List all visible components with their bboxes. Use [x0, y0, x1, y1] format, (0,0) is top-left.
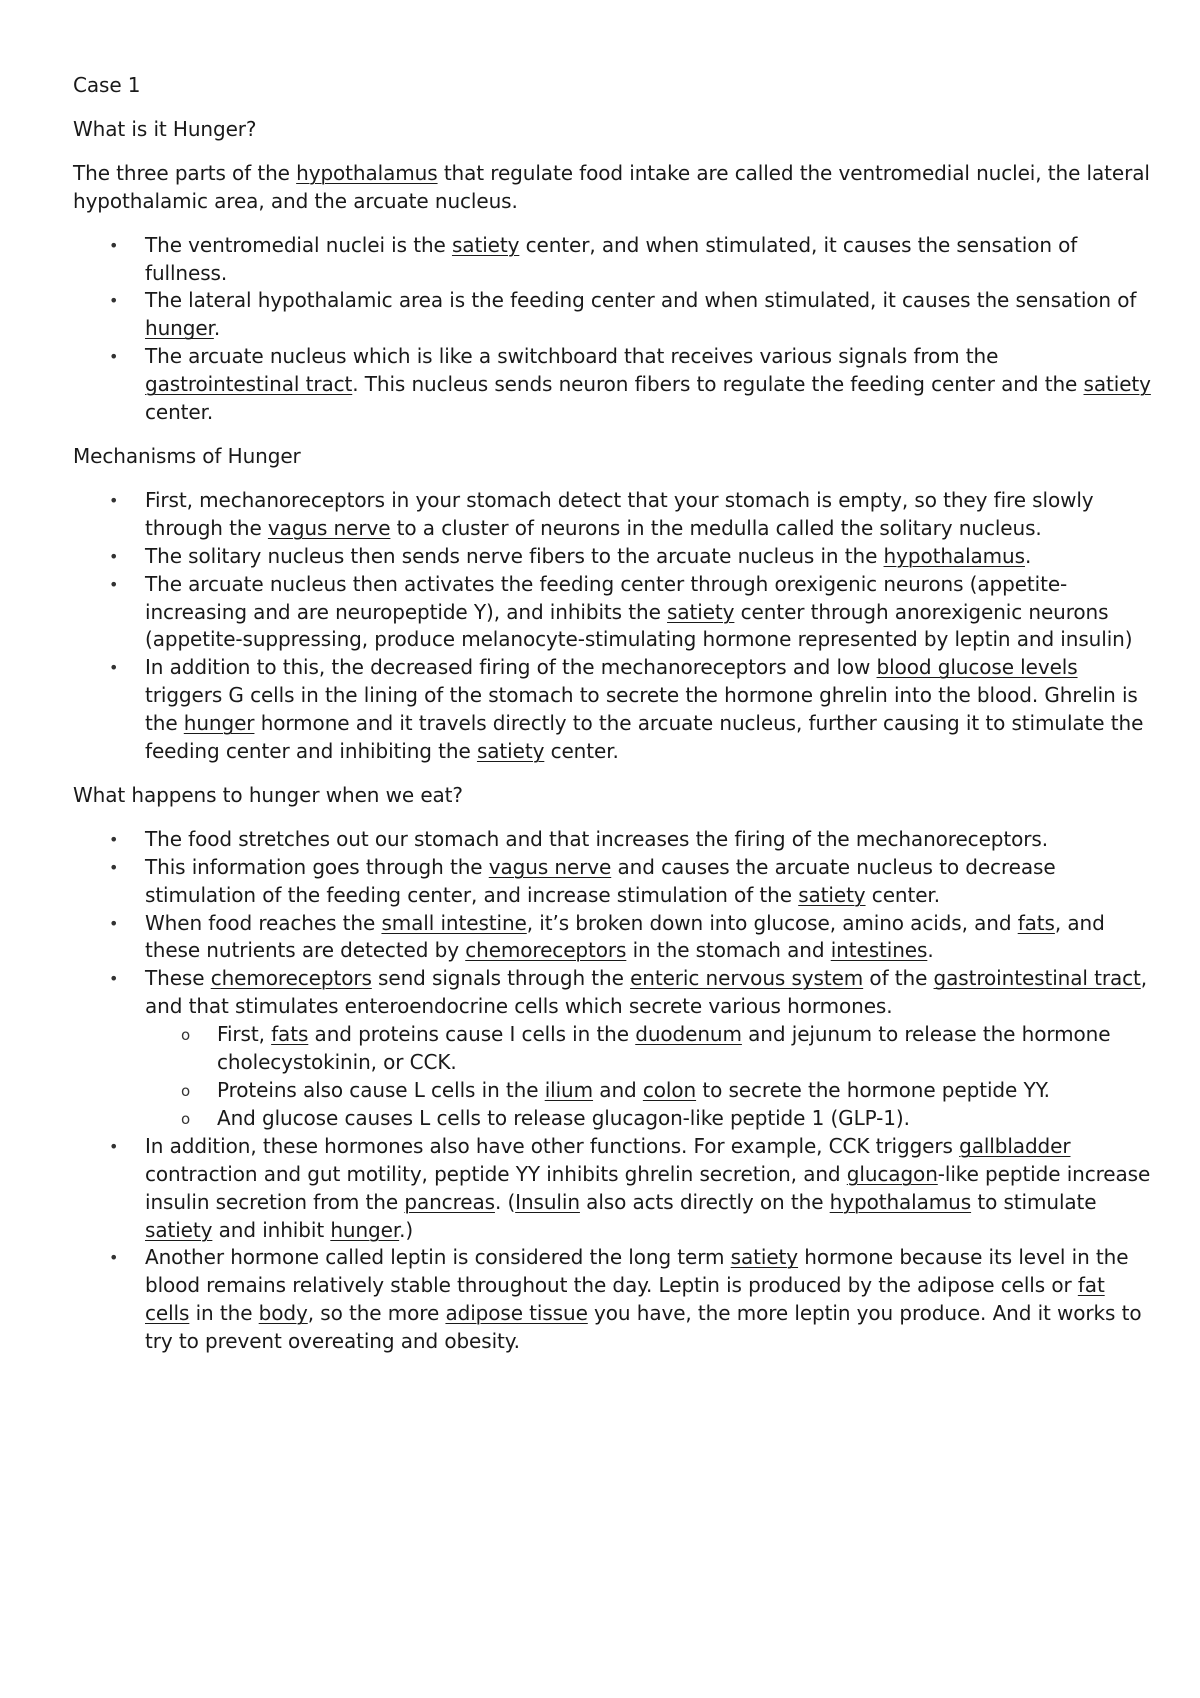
linked-term[interactable]: fats	[1017, 910, 1055, 935]
linked-term[interactable]: adipose tissue	[445, 1301, 588, 1326]
list-item	[73, 287, 1153, 343]
text-run: And glucose causes L cells to release glucagon-like peptide 1 (GLP-1).	[217, 1105, 910, 1130]
text-run: , and that stimulates enteroendocrine cells which secrete various hormones.	[145, 966, 1148, 1019]
linked-term[interactable]: hypothalamus	[296, 160, 438, 185]
text-run: center.	[865, 882, 940, 907]
linked-term[interactable]: chemoreceptors	[210, 966, 372, 991]
text-run: and inhibit	[212, 1217, 331, 1242]
linked-term[interactable]: satiety	[451, 232, 520, 257]
text-run: and	[593, 1078, 643, 1102]
linked-term[interactable]: glucagon	[846, 1161, 938, 1186]
list-item	[73, 826, 1153, 854]
linked-term[interactable]: vagus nerve	[488, 854, 612, 879]
linked-term[interactable]: satiety	[476, 739, 545, 764]
text-run: send signals through the	[371, 966, 631, 991]
sub-list-item	[145, 1077, 1153, 1105]
text-run: that regulate food intake are called the ventromedial nuclei, the lateral hypothalamic area, and the arcuate nucleus.	[73, 160, 1150, 213]
linked-term[interactable]: ilium	[544, 1078, 594, 1102]
doc-title: Case 1	[73, 73, 141, 97]
list-item	[73, 487, 1153, 543]
text-run: In addition, these hormones also have other functions. For example, CCK triggers	[145, 1133, 960, 1158]
text-run: center through anorexigenic neurons (appetite-suppressing, produce melanocyte-stimulating hormone represented by leptin and insulin)	[145, 599, 1133, 652]
linked-term[interactable]: body	[258, 1301, 308, 1326]
text-run: , and these nutrients are detected by	[145, 910, 1105, 963]
text-run: The food stretches out our stomach and that increases the firing of the mechanoreceptors.	[145, 826, 1048, 851]
list-item	[73, 343, 1153, 427]
text-run: The solitary nucleus then sends nerve fibers to the arcuate nucleus in the	[145, 543, 884, 568]
text-run: -like peptide increase insulin secretion from the	[145, 1161, 1151, 1214]
document-body	[73, 72, 1153, 1372]
text-run: In addition to this, the decreased firing of the mechanoreceptors and low	[145, 655, 877, 680]
linked-term[interactable]: enteric nervous system	[630, 966, 864, 991]
list-item	[73, 1244, 1153, 1356]
text-run: in the	[189, 1301, 259, 1326]
text-run: The arcuate nucleus then activates the feeding center through orexigenic neurons (appetite-increasing and are neuropeptide Y), and inhibits the	[145, 571, 1068, 624]
text-run: you have, the more leptin you produce. And it works to try to prevent overeating and obesity.	[145, 1301, 1142, 1354]
list-item	[73, 910, 1153, 966]
text-run: center.	[544, 739, 619, 764]
linked-term[interactable]: satiety	[1083, 372, 1151, 397]
linked-term[interactable]: satiety	[730, 1245, 799, 1270]
text-run: , it’s broken down into glucose, amino acids, and	[526, 910, 1018, 935]
eating-effects-list	[73, 826, 1153, 1356]
text-run: and jejunum to release the hormone cholecystokinin, or CCK.	[217, 1022, 1111, 1075]
text-run: The three parts of the	[73, 160, 297, 185]
text-run: center.	[145, 400, 214, 425]
text-run: The arcuate nucleus which is like a switchboard that receives various signals from the	[145, 344, 999, 369]
text-run: center, and when stimulated, it causes the sensation of fullness.	[145, 232, 1078, 285]
text-run: to a cluster of neurons in the medulla called the solitary nucleus.	[390, 515, 1042, 540]
text-run: First, mechanoreceptors in your stomach detect that your stomach is empty, so they fire slowly through the	[145, 487, 1094, 540]
linked-term[interactable]: satiety	[798, 882, 866, 907]
text-run: hormone and it travels directly to the arcuate nucleus, further causing it to stimulate the feeding center and inhibiting the	[145, 711, 1144, 764]
text-run: Another hormone called leptin is considered the long term	[145, 1245, 731, 1270]
text-run: and proteins cause I cells in the	[308, 1022, 636, 1047]
list-item	[73, 232, 1153, 288]
text-run: . This nucleus sends neuron fibers to regulate the feeding center and the	[352, 372, 1084, 397]
text-run: .	[1024, 543, 1032, 568]
mechanisms-list	[73, 487, 1153, 766]
linked-term[interactable]: small intestine	[381, 910, 527, 935]
sub-list-item	[145, 1021, 1153, 1077]
list-item	[73, 654, 1153, 766]
linked-term[interactable]: satiety	[667, 599, 735, 624]
text-run: to stimulate	[971, 1189, 1097, 1214]
section-heading-mechanisms: Mechanisms of Hunger	[73, 443, 301, 468]
text-run: . (	[494, 1189, 516, 1214]
linked-term[interactable]: gastrointestinal tract	[145, 372, 353, 397]
linked-term[interactable]: hunger	[330, 1217, 400, 1242]
text-run: These	[145, 966, 211, 991]
text-run: The lateral hypothalamic area is the feeding center and when stimulated, it causes the sensation of	[145, 288, 1137, 313]
text-run: .	[927, 938, 934, 963]
text-run: Proteins also cause L cells in the	[217, 1078, 545, 1102]
sub-list	[145, 1021, 1153, 1133]
text-run: .)	[399, 1217, 414, 1242]
list-item	[73, 965, 1153, 1132]
linked-term[interactable]: gallbladder	[959, 1133, 1071, 1158]
linked-term[interactable]: blood glucose levels	[876, 655, 1078, 680]
linked-term[interactable]: hunger	[183, 711, 255, 736]
list-item	[73, 854, 1153, 910]
text-run: contraction and gut motility, peptide YY inhibits ghrelin secretion, and	[145, 1161, 847, 1186]
list-item	[73, 1133, 1153, 1245]
linked-term[interactable]: fats	[271, 1022, 309, 1047]
section-heading-hunger: What is it Hunger?	[73, 116, 257, 141]
linked-term[interactable]: hunger	[145, 316, 214, 341]
text-run: .	[213, 316, 221, 341]
text-run: to secrete the hormone peptide YY.	[696, 1078, 1050, 1102]
text-run: First,	[217, 1022, 272, 1047]
linked-term[interactable]: colon	[642, 1078, 697, 1102]
linked-term[interactable]: intestines	[830, 938, 928, 963]
linked-term[interactable]: pancreas	[404, 1189, 495, 1214]
linked-term[interactable]: chemoreceptors	[465, 938, 627, 963]
hypothalamus-parts-list	[73, 232, 1153, 427]
linked-term[interactable]: hypothalamus	[829, 1189, 972, 1214]
text-run: This information goes through the	[145, 854, 489, 879]
text-run: hormone because its level in the blood remains relatively stable throughout the day. Leptin is produced by the adipose cells or	[145, 1245, 1129, 1298]
text-run: also acts directly on the	[579, 1189, 830, 1214]
text-run: , so the more	[307, 1301, 446, 1326]
linked-term[interactable]: fat cells	[145, 1273, 1105, 1326]
section-heading-eating: What happens to hunger when we eat?	[73, 782, 463, 807]
text-run: When food reaches the	[145, 910, 382, 935]
list-item	[73, 571, 1153, 655]
text-run: in the stomach and	[626, 938, 831, 963]
linked-term[interactable]: Insulin	[515, 1189, 580, 1214]
text-run: triggers G cells in the lining of the stomach to secrete the hormone ghrelin into the blood. Ghrelin is the	[145, 683, 1138, 736]
sub-list-item	[145, 1105, 1153, 1133]
linked-term[interactable]: vagus nerve	[267, 515, 391, 540]
linked-term[interactable]: duodenum	[635, 1022, 742, 1047]
text-run: of the	[863, 966, 934, 991]
text-run: and causes the arcuate nucleus to decrease stimulation of the feeding center, and increase stimulation of the	[145, 854, 1056, 907]
linked-term[interactable]: satiety	[145, 1217, 213, 1242]
linked-term[interactable]: hypothalamus	[883, 543, 1025, 568]
text-run: The ventromedial nuclei is the	[145, 232, 452, 257]
linked-term[interactable]: gastrointestinal tract	[933, 966, 1141, 991]
list-item	[73, 543, 1153, 571]
intro-paragraph	[73, 160, 1153, 216]
